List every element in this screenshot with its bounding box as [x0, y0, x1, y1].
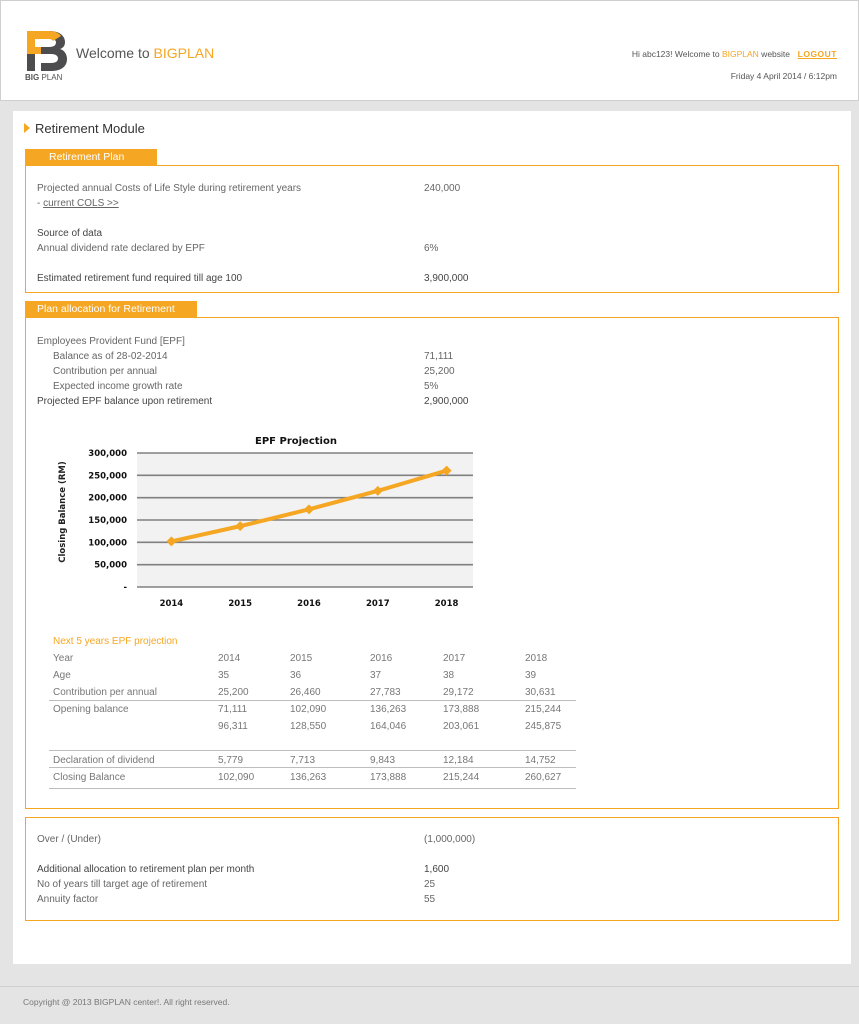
logo-mark-icon [25, 29, 69, 73]
chart-x-tick-label: 2017 [365, 599, 390, 609]
chart-y-tick-label: 300,000 [88, 449, 127, 459]
balance-value: 71,111 [424, 351, 454, 362]
table-cell: 37 [370, 670, 382, 681]
chart-y-tick-label: 50,000 [94, 560, 127, 571]
dividend-value: 6% [424, 243, 439, 254]
table-row-label: Opening balance [53, 704, 129, 715]
table-cell: 2015 [290, 653, 313, 664]
table-cell: 215,244 [525, 704, 562, 715]
copyright-text: Copyright @ 2013 BIGPLAN center!. All right reserved. [23, 997, 230, 1007]
current-datetime: Friday 4 April 2014 / 6:12pm [730, 71, 837, 81]
table-cell: 12,184 [443, 755, 474, 766]
table-cell: 5,779 [218, 755, 244, 766]
summary-panel [25, 817, 839, 921]
table-cell: 164,046 [370, 721, 407, 732]
table-cell: 2018 [525, 653, 548, 664]
chart-y-tick-label: 250,000 [88, 471, 127, 482]
footer [0, 986, 859, 1024]
chart-y-tick-label: 200,000 [88, 493, 127, 504]
over-under-value: (1,000,000) [424, 834, 476, 845]
over-under-label: Over / (Under) [37, 834, 101, 845]
additional-label: Additional allocation to retirement plan per month [37, 864, 255, 875]
tab-plan-allocation[interactable]: Plan allocation for Retirement [25, 301, 197, 317]
source-label: Source of data [37, 228, 103, 239]
table-cell: 25,200 [218, 687, 249, 698]
table-cell: 14,752 [525, 755, 556, 766]
chart-x-tick-label: 2015 [228, 599, 253, 609]
table-cell: 203,061 [443, 721, 480, 732]
fund-value: 3,900,000 [424, 273, 469, 284]
table-cell: 35 [218, 670, 230, 681]
projection-table-title: Next 5 years EPF projection [53, 636, 178, 647]
table-cell: 71,111 [218, 704, 248, 715]
table-cell: 245,875 [525, 721, 562, 732]
table-cell: 96,311 [218, 721, 248, 732]
years-label: No of years till target age of retirement [37, 879, 208, 890]
table-cell: 102,090 [290, 704, 327, 715]
table-cell: 136,263 [370, 704, 407, 715]
table-row-label: Year [53, 653, 74, 664]
table-cell: 215,244 [443, 772, 480, 783]
table-divider [49, 767, 576, 768]
projected-value: 2,900,000 [424, 396, 469, 407]
table-cell: 9,843 [370, 755, 396, 766]
table-cell: 30,631 [525, 687, 556, 698]
main-card [13, 111, 851, 964]
module-title: Retirement Module [24, 121, 145, 136]
table-cell: 2017 [443, 653, 466, 664]
table-cell: 2016 [370, 653, 393, 664]
logout-link[interactable]: LOGOUT [797, 49, 837, 59]
projected-label: Projected EPF balance upon retirement [37, 396, 213, 407]
table-cell: 260,627 [525, 772, 562, 783]
table-divider [49, 750, 576, 751]
table-cell: 39 [525, 670, 537, 681]
chart-y-tick-label: 100,000 [88, 538, 127, 549]
table-cell: 38 [443, 670, 455, 681]
chart-y-tick-label: - [123, 583, 127, 593]
growth-value: 5% [424, 381, 439, 392]
table-row-label: Age [53, 670, 71, 681]
table-row-label: Contribution per annual [53, 687, 157, 698]
additional-value: 1,600 [424, 864, 450, 875]
chart-y-axis-label: Closing Balance (RM) [58, 461, 68, 563]
tab-retirement-plan[interactable]: Retirement Plan [25, 149, 157, 165]
years-value: 25 [424, 879, 436, 890]
table-cell: 136,263 [290, 772, 327, 783]
fund-label: Estimated retirement fund required till age 100 [37, 273, 243, 284]
chart-x-tick-label: 2018 [434, 599, 459, 609]
table-cell: 173,888 [370, 772, 407, 783]
annuity-value: 55 [424, 894, 436, 905]
chart-plot-area [88, 449, 473, 609]
cols-label: Projected annual Costs of Life Style during retirement years [37, 183, 302, 194]
table-divider [49, 788, 576, 789]
table-divider [49, 700, 576, 701]
table-cell: 29,172 [443, 687, 474, 698]
epf-projection-chart [53, 429, 473, 609]
balance-label: Balance as of 28-02-2014 [53, 351, 168, 362]
dividend-label: Annual dividend rate declared by EPF [37, 243, 205, 254]
table-cell: 102,090 [218, 772, 255, 783]
chart-y-tick-label: 150,000 [88, 516, 127, 526]
epf-label: Employees Provident Fund [EPF] [37, 336, 185, 347]
contribution-value: 25,200 [424, 366, 455, 377]
logo-wordmark: BIG PLAN [25, 73, 63, 82]
table-cell: 128,550 [290, 721, 327, 732]
header [0, 0, 859, 101]
cols-value: 240,000 [424, 183, 461, 194]
table-cell: 27,783 [370, 687, 401, 698]
chart-x-tick-label: 2016 [297, 599, 321, 609]
table-cell: 26,460 [290, 687, 321, 698]
annuity-label: Annuity factor [37, 894, 99, 905]
table-cell: 7,713 [290, 755, 316, 766]
current-cols-link[interactable]: current COLS >> [43, 198, 119, 209]
retirement-plan-panel [25, 165, 839, 293]
table-row-label: Closing Balance [53, 772, 126, 783]
welcome-heading: Welcome to BIGPLAN [76, 45, 215, 61]
contribution-label: Contribution per annual [53, 366, 157, 377]
chart-x-tick-label: 2014 [159, 599, 184, 609]
growth-label: Expected income growth rate [53, 381, 183, 392]
arrow-right-icon [24, 123, 30, 133]
table-cell: 36 [290, 670, 302, 681]
bigplan-logo[interactable] [25, 29, 69, 83]
user-greeting: Hi abc123! Welcome to BIGPLAN website [631, 49, 790, 59]
table-cell: 2014 [218, 653, 241, 664]
table-row-label: Declaration of dividend [53, 755, 155, 766]
table-cell: 173,888 [443, 704, 480, 715]
cols-link-row: - current COLS >> [37, 198, 119, 209]
chart-title: EPF Projection [255, 436, 337, 447]
